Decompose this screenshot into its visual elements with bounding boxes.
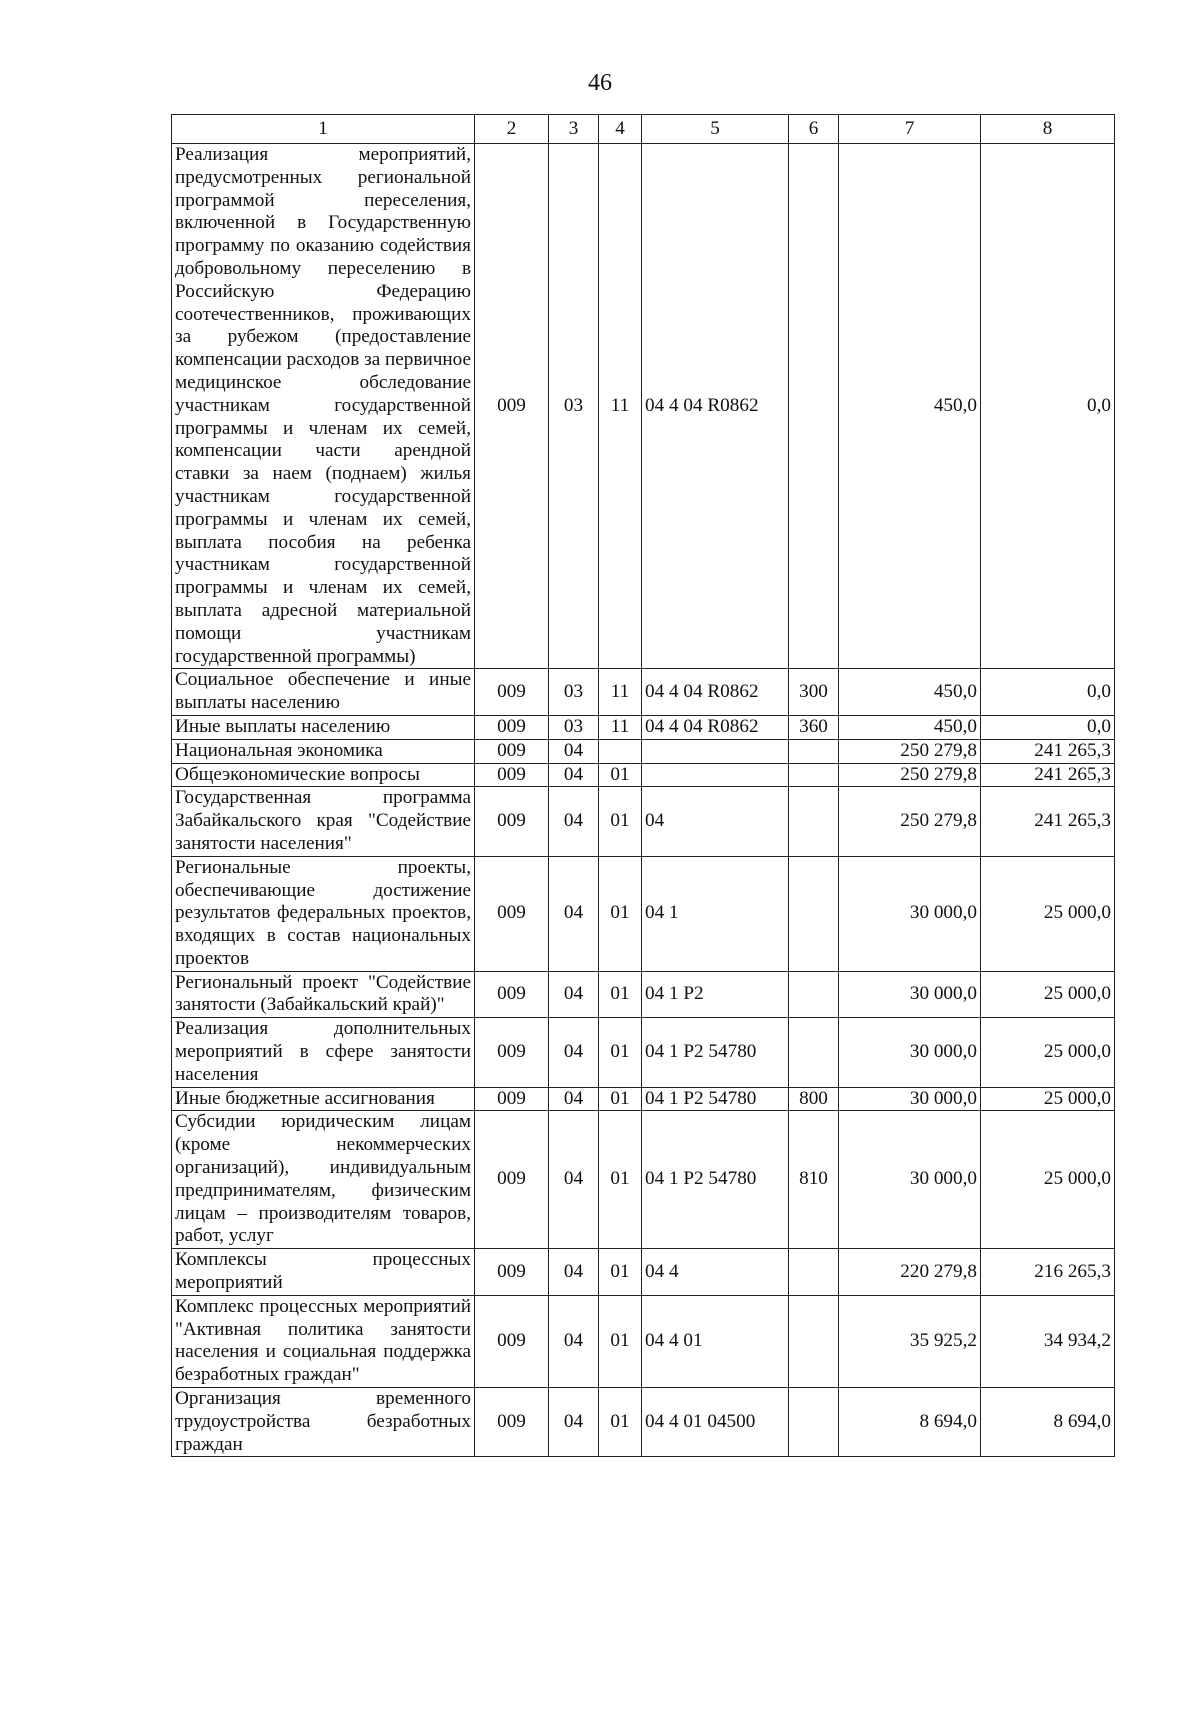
amount-year1-cell: 220 279,8 <box>839 1249 981 1296</box>
table-row <box>172 1111 1115 1249</box>
target-article-cell: 04 1 P2 54780 <box>642 1018 789 1087</box>
column-header: 6 <box>789 115 839 144</box>
subsection-code-cell: 11 <box>599 715 642 739</box>
amount-year1-cell: 8 694,0 <box>839 1388 981 1457</box>
amount-year1-cell: 30 000,0 <box>839 856 981 971</box>
amount-year2-cell: 241 265,3 <box>981 787 1115 856</box>
table-row <box>172 1295 1115 1387</box>
column-header: 4 <box>599 115 642 144</box>
section-code-cell: 04 <box>549 1249 599 1296</box>
amount-year1-cell: 250 279,8 <box>839 763 981 787</box>
table-row <box>172 1388 1115 1457</box>
column-header: 5 <box>642 115 789 144</box>
subsection-code-cell: 01 <box>599 1111 642 1249</box>
amount-year2-cell: 0,0 <box>981 669 1115 716</box>
table-row <box>172 715 1115 739</box>
admin-code-cell: 009 <box>475 1388 549 1457</box>
subsection-code-cell: 01 <box>599 1295 642 1387</box>
section-code-cell: 04 <box>549 739 599 763</box>
admin-code-cell: 009 <box>475 971 549 1018</box>
amount-year1-cell: 450,0 <box>839 715 981 739</box>
subsection-code-cell: 01 <box>599 1388 642 1457</box>
section-code-cell: 04 <box>549 971 599 1018</box>
row-name-cell: Общеэкономические вопросы <box>172 763 475 787</box>
subsection-code-cell: 01 <box>599 971 642 1018</box>
section-code-cell: 04 <box>549 1388 599 1457</box>
target-article-cell: 04 1 P2 54780 <box>642 1111 789 1249</box>
admin-code-cell: 009 <box>475 669 549 716</box>
amount-year2-cell: 25 000,0 <box>981 856 1115 971</box>
section-code-cell: 03 <box>549 715 599 739</box>
amount-year1-cell: 30 000,0 <box>839 971 981 1018</box>
table-row <box>172 856 1115 971</box>
table-body <box>172 144 1115 1457</box>
row-name-cell: Комплексы процессных мероприятий <box>172 1249 475 1296</box>
amount-year2-cell: 25 000,0 <box>981 1087 1115 1111</box>
table-row <box>172 144 1115 669</box>
subsection-code-cell: 11 <box>599 669 642 716</box>
expense-type-cell <box>789 739 839 763</box>
amount-year2-cell: 216 265,3 <box>981 1249 1115 1296</box>
expense-type-cell: 810 <box>789 1111 839 1249</box>
table-row <box>172 1018 1115 1087</box>
admin-code-cell: 009 <box>475 715 549 739</box>
table-row <box>172 669 1115 716</box>
subsection-code-cell: 01 <box>599 763 642 787</box>
section-code-cell: 03 <box>549 669 599 716</box>
budget-table <box>171 114 1115 1457</box>
expense-type-cell <box>789 856 839 971</box>
amount-year1-cell: 35 925,2 <box>839 1295 981 1387</box>
amount-year1-cell: 250 279,8 <box>839 739 981 763</box>
column-header: 2 <box>475 115 549 144</box>
admin-code-cell: 009 <box>475 1295 549 1387</box>
row-name-cell: Региональный проект "Содействие занятости (Забайкальский край)" <box>172 971 475 1018</box>
target-article-cell: 04 4 04 R0862 <box>642 144 789 669</box>
amount-year2-cell: 8 694,0 <box>981 1388 1115 1457</box>
subsection-code-cell: 01 <box>599 1249 642 1296</box>
admin-code-cell: 009 <box>475 1249 549 1296</box>
target-article-cell: 04 1 P2 <box>642 971 789 1018</box>
amount-year2-cell: 0,0 <box>981 144 1115 669</box>
amount-year2-cell: 241 265,3 <box>981 763 1115 787</box>
amount-year2-cell: 241 265,3 <box>981 739 1115 763</box>
row-name-cell: Иные выплаты населению <box>172 715 475 739</box>
expense-type-cell <box>789 1295 839 1387</box>
amount-year1-cell: 30 000,0 <box>839 1087 981 1111</box>
expense-type-cell <box>789 971 839 1018</box>
page-number: 46 <box>588 70 612 96</box>
target-article-cell <box>642 763 789 787</box>
amount-year1-cell: 30 000,0 <box>839 1111 981 1249</box>
admin-code-cell: 009 <box>475 1018 549 1087</box>
section-code-cell: 04 <box>549 1111 599 1249</box>
amount-year1-cell: 250 279,8 <box>839 787 981 856</box>
table-row <box>172 739 1115 763</box>
table-row <box>172 1087 1115 1111</box>
target-article-cell: 04 1 <box>642 856 789 971</box>
expense-type-cell <box>789 1018 839 1087</box>
admin-code-cell: 009 <box>475 763 549 787</box>
table-row <box>172 1249 1115 1296</box>
target-article-cell: 04 4 04 R0862 <box>642 669 789 716</box>
admin-code-cell: 009 <box>475 1087 549 1111</box>
section-code-cell: 03 <box>549 144 599 669</box>
section-code-cell: 04 <box>549 1295 599 1387</box>
expense-type-cell <box>789 144 839 669</box>
row-name-cell: Национальная экономика <box>172 739 475 763</box>
header-row <box>172 115 1115 144</box>
target-article-cell: 04 4 01 04500 <box>642 1388 789 1457</box>
expense-type-cell <box>789 1388 839 1457</box>
subsection-code-cell: 01 <box>599 1087 642 1111</box>
column-header: 1 <box>172 115 475 144</box>
subsection-code-cell: 01 <box>599 1018 642 1087</box>
expense-type-cell: 300 <box>789 669 839 716</box>
section-code-cell: 04 <box>549 1087 599 1111</box>
expense-type-cell <box>789 787 839 856</box>
expense-type-cell: 800 <box>789 1087 839 1111</box>
row-name-cell: Организация временного трудоустройства безработных граждан <box>172 1388 475 1457</box>
row-name-cell: Социальное обеспечение и иные выплаты населению <box>172 669 475 716</box>
row-name-cell: Комплекс процессных мероприятий "Активная политика занятости населения и социальная поддержка безработных граждан" <box>172 1295 475 1387</box>
row-name-cell: Субсидии юридическим лицам (кроме некоммерческих организаций), индивидуальным предпринимателям, физическим лицам – производителям товаров, работ, услуг <box>172 1111 475 1249</box>
column-header: 3 <box>549 115 599 144</box>
section-code-cell: 04 <box>549 787 599 856</box>
column-header: 7 <box>839 115 981 144</box>
subsection-code-cell: 01 <box>599 856 642 971</box>
admin-code-cell: 009 <box>475 739 549 763</box>
row-name-cell: Реализация дополнительных мероприятий в сфере занятости населения <box>172 1018 475 1087</box>
amount-year1-cell: 450,0 <box>839 144 981 669</box>
row-name-cell: Иные бюджетные ассигнования <box>172 1087 475 1111</box>
amount-year1-cell: 30 000,0 <box>839 1018 981 1087</box>
target-article-cell: 04 4 <box>642 1249 789 1296</box>
target-article-cell: 04 4 04 R0862 <box>642 715 789 739</box>
target-article-cell: 04 4 01 <box>642 1295 789 1387</box>
amount-year2-cell: 34 934,2 <box>981 1295 1115 1387</box>
admin-code-cell: 009 <box>475 144 549 669</box>
expense-type-cell: 360 <box>789 715 839 739</box>
table-row <box>172 971 1115 1018</box>
admin-code-cell: 009 <box>475 856 549 971</box>
expense-type-cell <box>789 1249 839 1296</box>
row-name-cell: Государственная программа Забайкальского края "Содействие занятости населения" <box>172 787 475 856</box>
section-code-cell: 04 <box>549 856 599 971</box>
row-name-cell: Региональные проекты, обеспечивающие достижение результатов федеральных проектов, входящих в состав национальных проектов <box>172 856 475 971</box>
column-header: 8 <box>981 115 1115 144</box>
admin-code-cell: 009 <box>475 787 549 856</box>
target-article-cell <box>642 739 789 763</box>
amount-year2-cell: 25 000,0 <box>981 971 1115 1018</box>
section-code-cell: 04 <box>549 1018 599 1087</box>
section-code-cell: 04 <box>549 763 599 787</box>
table-row <box>172 787 1115 856</box>
amount-year1-cell: 450,0 <box>839 669 981 716</box>
target-article-cell: 04 <box>642 787 789 856</box>
subsection-code-cell: 11 <box>599 144 642 669</box>
target-article-cell: 04 1 P2 54780 <box>642 1087 789 1111</box>
row-name-cell: Реализация мероприятий, предусмотренных региональной программой переселения, включенной в Государственную программу по оказанию содействия добровольному переселению в Российскую Федерацию соотечественников, проживающих за рубежом (предоставление компенсации расходов за первичное медицинское обследование участникам государственной программы и членам их семей, компенсации части арендной ставки за наем (поднаем) жилья участникам государственной программы и членам их семей, выплата пособия на ребенка участникам государственной программы и членам их семей, выплата адресной материальной помощи участникам государственной программы) <box>172 144 475 669</box>
table-row <box>172 763 1115 787</box>
expense-type-cell <box>789 763 839 787</box>
amount-year2-cell: 25 000,0 <box>981 1111 1115 1249</box>
subsection-code-cell <box>599 739 642 763</box>
amount-year2-cell: 0,0 <box>981 715 1115 739</box>
admin-code-cell: 009 <box>475 1111 549 1249</box>
amount-year2-cell: 25 000,0 <box>981 1018 1115 1087</box>
subsection-code-cell: 01 <box>599 787 642 856</box>
